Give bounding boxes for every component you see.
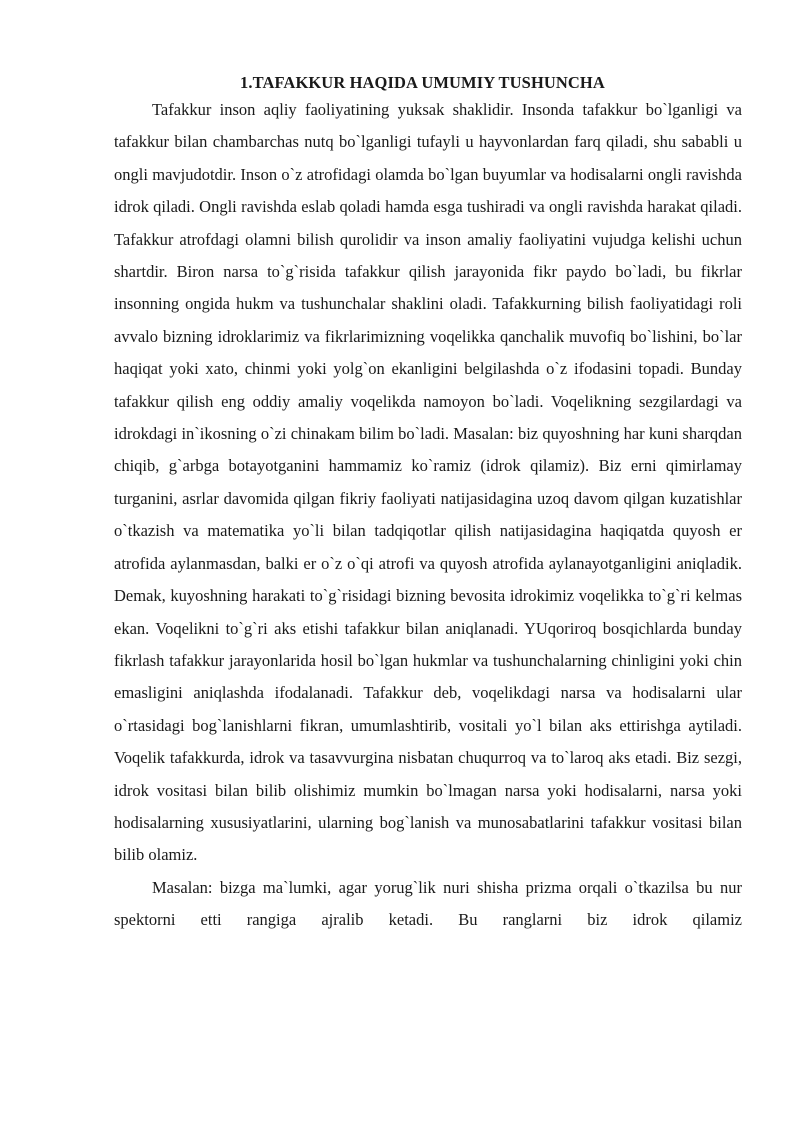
paragraph-2: Masalan: bizga ma`lumki, agar yorug`lik nuri shisha prizma orqali o`tkazilsa bu nur spektorni etti rangiga ajralib ketadi. Bu ranglarni biz idrok qilamiz bbox=[114, 877, 742, 930]
document-title: 1.TAFAKKUR HAQIDA UMUMIY TUSHUNCHA bbox=[240, 73, 605, 92]
paragraph-1: Tafakkur inson aqliy faoliyatining yuksak shaklidir. Insonda tafakkur bo`lganligi va tafakkur bilan chambarchas nutq bo`lganligi tufayli u hayvonlardan farq qiladi, shu sababli u ongli mavjudotdir. Inson o`z atrofidagi olamda bo`lgan buyumlar va hodisalarni ongli ravishda idrok qiladi. Ongli ravishda eslab qoladi hamda esga tushiradi va ongli ravishda harakat qiladi. Tafakkur atrofdagi olamni bilish qurolidir va inson amaliy faoliyatini vujudga kelishi uchun shartdir. Biron narsa to`g`risida tafakkur qilish jarayonida fikr paydo bo`ladi, bu fikrlar insonning ongida hukm va tushunchalar shaklini oladi. Tafakkurning bilish faoliyatidagi roli avvalo bizning idroklarimiz va fikrlarimizning voqelikka qanchalik muvofiq bo`lishini, bo`lar haqiqat yoki xato, chinmi yoki yolg`on ekanligini belgilashda o`z ifodasini topadi. Bunday tafakkur qilish eng oddiy amaliy voqelikda namoyon bo`ladi. Voqelikning sezgilardagi va idrokdagi in`ikosning o`zi chinakam bilim bo`ladi. Masalan: biz quyoshning har kuni sharqdan chiqib, g`arbga botayotganini hammamiz ko`ramiz (idrok qilamiz). Biz erni qimirlamay turganini, asrlar davomida qilgan fikriy faoliyati natijasidagina uzoq davom qilgan kuzatishlar o`tkazish va matematika yo`li bilan tadqiqotlar qilish natijasidagina haqiqatda quyosh er atrofida aylanmasdan, balki er o`z o`qi atrofi va quyosh atrofida aylanayotganligini aniqladik. Demak, kuyoshning harakati to`g`risidagi bizning bevosita idrokimiz voqelikka to`g`ri kelmas ekan. Voqelikni to`g`ri aks etishi tafakkur bilan aniqlanadi. YUqoriroq bosqichlarda bunday fikrlash tafakkur jarayonlarida hosil bo`lgan hukmlar va tushunchalarning chinligini yoki chin emasligini aniqlashda ifodalanadi. Tafakkur deb, voqelikdagi narsa va hodisalarni ular o`rtasidagi bog`lanishlarni fikran, umumlashtirib, vositali yo`l bilan aks ettirishga aytiladi. Voqelik tafakkurda, idrok va tasavvurgina nisbatan chuqurroq va to`laroq aks etadi. Biz sezgi, idrok vositasi bilan bilib olishimiz mumkin bo`lmagan narsa yoki hodisalarni, narsa yoki hodisalarning xususiyatlarini, ularning bog`lanish va munosabatlarini tafakkur vositasi bilan bilib olamiz. bbox=[114, 100, 742, 865]
document-page bbox=[114, 72, 742, 937]
